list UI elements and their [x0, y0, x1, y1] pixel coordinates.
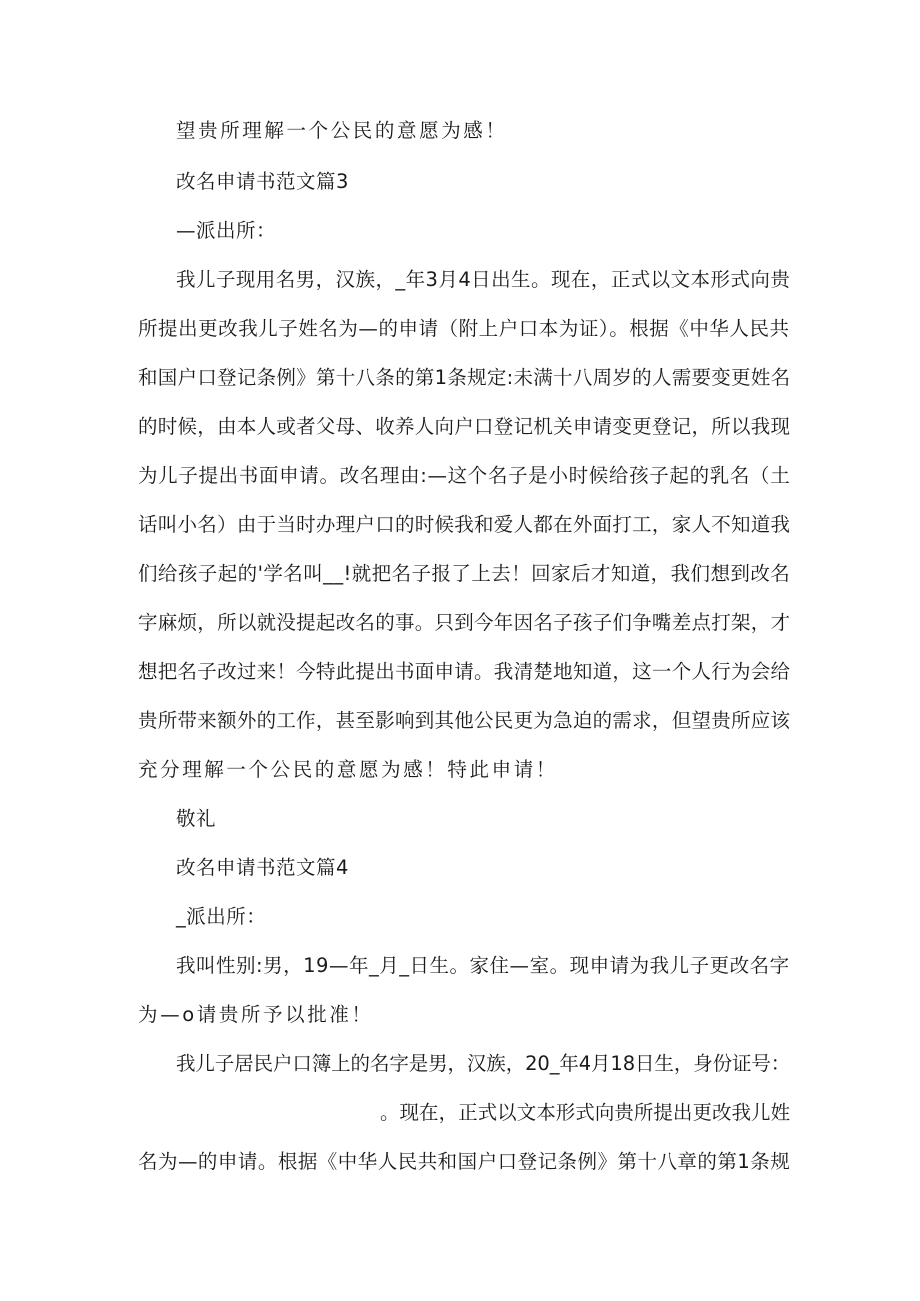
salutation-4: _派出所： [176, 905, 267, 928]
paragraph-line: 我儿子现用名男，汉族，_年3月4日出生。现在，正式以文本形式向贵 [176, 268, 791, 291]
paragraph-line: 为儿子提出书面申请。改名理由:—这个名子是小时候给孩子起的乳名（土 [138, 464, 791, 487]
paragraph-line: 。现在，正式以文本形式向贵所提出更改我儿姓 [380, 1101, 791, 1124]
paragraph-line: 我儿子居民户口簿上的名字是男，汉族，20_年4月18日生，身份证号： [176, 1052, 791, 1075]
paragraph-line: 贵所带来额外的工作，甚至影响到其他公民更为急迫的需求，但望贵所应该 [138, 709, 791, 732]
paragraph-line: 的时候，由本人或者父母、收养人向户口登记机关申请变更登记，所以我现 [138, 415, 791, 438]
paragraph-line: 所提出更改我儿子姓名为—的申请（附上户口本为证）。根据《中华人民共 [138, 317, 790, 340]
paragraph-line: 名为—的申请。根据《中华人民共和国户口登记条例》第十八章的第1条规 [138, 1150, 791, 1173]
paragraph-line: 我叫性别:男，19—年_月_日生。家住—室。现申请为我儿子更改名字 [176, 954, 790, 977]
closing-salute: 敬礼 [176, 807, 217, 830]
paragraph-line: 想把名子改过来！今特此提出书面申请。我清楚地知道，这一个人行为会给 [138, 660, 791, 683]
paragraph-line: 话叫小名）由于当时办理户口的时候我和爱人都在外面打工，家人不知道我 [138, 513, 791, 536]
salutation-3: —派出所： [176, 219, 277, 242]
paragraph-line: 为—o请贵所予以批准！ [138, 1003, 374, 1026]
paragraph-line: 和国户口登记条例》第十八条的第1条规定:未满十八周岁的人需要变更姓名 [138, 366, 791, 389]
closing-line: 望贵所理解一个公民的意愿为感！ [176, 119, 508, 142]
paragraph-line: 字麻烦，所以就没提起改名的事。只到今年因名子孩子们争嘴差点打架，才 [138, 611, 791, 634]
section-heading-4: 改名申请书范文篇4 [176, 856, 349, 879]
paragraph-line: 们给孩子起的'学名叫__!就把名子报了上去！回家后才知道，我们想到改名 [138, 562, 791, 585]
section-heading-3: 改名申请书范文篇3 [176, 170, 349, 193]
paragraph-line: 充分理解一个公民的意愿为感！特此申请！ [138, 758, 558, 781]
